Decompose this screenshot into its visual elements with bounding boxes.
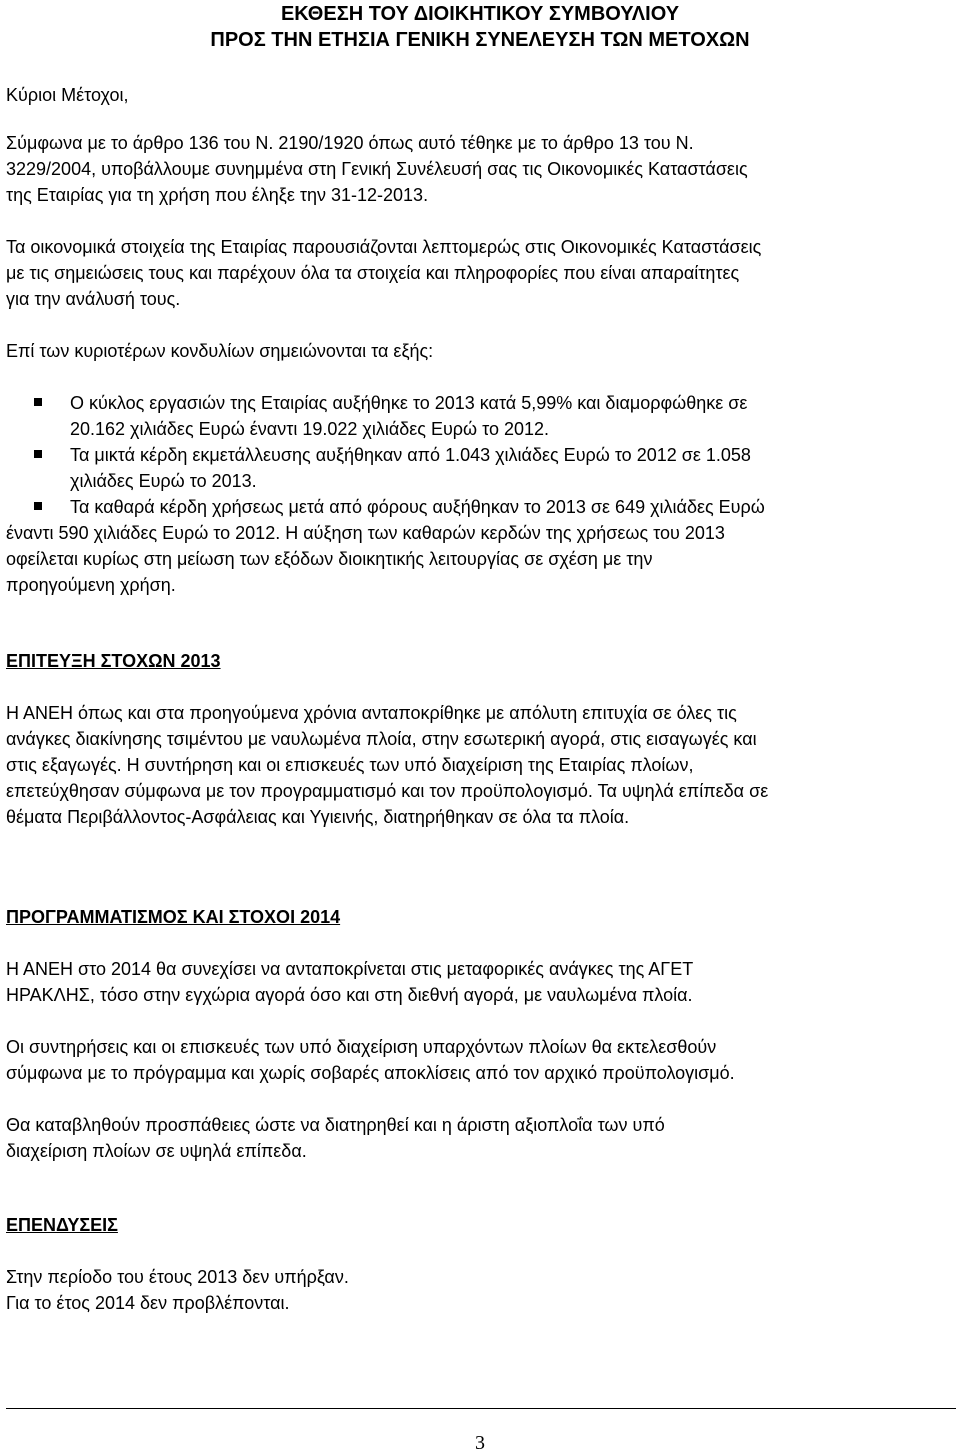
text-line: με τις σημειώσεις τους και παρέχουν όλα τα στοιχεία και πληροφορίες που είναι απαραίτητες <box>6 263 740 283</box>
section-heading-plan: ΠΡΟΓΡΑΜΜΑΤΙΣΜΟΣ ΚΑΙ ΣΤΟΧΟΙ 2014 <box>6 907 341 927</box>
text-line: Τα οικονομικά στοιχεία της Εταιρίας παρουσιάζονται λεπτομερώς στις Οικονομικές Καταστάσεις <box>6 237 762 257</box>
bullet-line: χιλιάδες Ευρώ το 2013. <box>70 471 257 491</box>
section-heading-investments: ΕΠΕΝΔΥΣΕΙΣ <box>6 1215 118 1235</box>
text-line: Θα καταβληθούν προσπάθειες ώστε να διατηρηθεί και η άριστη αξιοπλοΐα των υπό <box>6 1115 665 1135</box>
bullet-square-icon <box>34 502 42 510</box>
text-line: Σύμφωνα με το άρθρο 136 του Ν. 2190/1920 όπως αυτό τέθηκε με το άρθρο 13 του Ν. <box>6 133 694 153</box>
page-number: 3 <box>475 1432 485 1454</box>
investments-line-1: Στην περίοδο του έτους 2013 δεν υπήρξαν. <box>6 1267 349 1287</box>
salutation: Κύριοι Μέτοχοι, <box>6 85 129 105</box>
bullet-line: Ο κύκλος εργασιών της Εταιρίας αυξήθηκε το 2013 κατά 5,99% και διαμορφώθηκε σε <box>70 393 748 413</box>
text-line: Οι συντηρήσεις και οι επισκευές των υπό διαχείριση υπαρχόντων πλοίων θα εκτελεσθούν <box>6 1037 717 1057</box>
text-line: προηγούμενη χρήση. <box>6 575 176 595</box>
text-line: θέματα Περιβάλλοντος-Ασφάλειας και Υγιεινής, διατηρήθηκαν σε όλα τα πλοία. <box>6 807 630 827</box>
text-line: Η ΑΝΕΗ όπως και στα προηγούμενα χρόνια ανταποκρίθηκε με απόλυτη επιτυχία σε όλες τις <box>6 703 737 723</box>
text-line: σύμφωνα με το πρόγραμμα και χωρίς σοβαρές αποκλίσεις από τον αρχικό προϋπολογισμό. <box>6 1063 735 1083</box>
text-line: της Εταιρίας για τη χρήση που έληξε την 31-12-2013. <box>6 185 429 205</box>
intro-paragraph-3: Επί των κυριοτέρων κονδυλίων σημειώνονται τα εξής: <box>6 341 434 361</box>
text-line: ΗΡΑΚΛΗΣ, τόσο στην εγχώρια αγορά όσο και στη διεθνή αγορά, με ναυλωμένα πλοία. <box>6 985 693 1005</box>
bullet-line: Τα μικτά κέρδη εκμετάλλευσης αυξήθηκαν από 1.043 χιλιάδες Ευρώ το 2012 σε 1.058 <box>70 445 751 465</box>
text-line: ανάγκες διακίνησης τσιμέντου με ναυλωμένα πλοία, στην εσωτερική αγορά, στις εισαγωγές και <box>6 729 757 749</box>
text-line: 3229/2004, υποβάλλουμε συνημμένα στη Γενική Συνέλευσή σας τις Οικονομικές Καταστάσεις <box>6 159 748 179</box>
bullet-square-icon <box>34 398 42 406</box>
bullet-line: 20.162 χιλιάδες Ευρώ έναντι 19.022 χιλιάδες Ευρώ το 2012. <box>70 419 549 439</box>
text-line: για την ανάλυσή τους. <box>6 289 181 309</box>
report-title-line-1: ΕΚΘΕΣΗ ΤΟΥ ΔΙΟΙΚΗΤΙΚΟΥ ΣΥΜΒΟΥΛΙΟΥ <box>280 3 680 25</box>
text-line: οφείλεται κυρίως στη μείωση των εξόδων διοικητικής λειτουργίας σε σχέση με την <box>6 549 653 569</box>
text-line: επετεύχθησαν σύμφωνα με τον προγραμματισμό και τον προϋπολογισμό. Τα υψηλά επίπεδα σε <box>6 781 769 801</box>
investments-line-2: Για το έτος 2014 δεν προβλέπονται. <box>6 1293 290 1313</box>
text-line: διαχείριση πλοίων σε υψηλά επίπεδα. <box>6 1141 307 1161</box>
text-line: Η ΑΝΕΗ στο 2014 θα συνεχίσει να ανταποκρίνεται στις μεταφορικές ανάγκες της ΑΓΕΤ <box>6 959 694 979</box>
footer-divider <box>6 1408 956 1409</box>
text-line: έναντι 590 χιλιάδες Ευρώ το 2012. Η αύξηση των καθαρών κερδών της χρήσεως του 2013 <box>6 523 725 543</box>
bullet-line: Τα καθαρά κέρδη χρήσεως μετά από φόρους αυξήθηκαν το 2013 σε 649 χιλιάδες Ευρώ <box>70 497 765 517</box>
text-line: στις εξαγωγές. Η συντήρηση και οι επισκευές των υπό διαχείριση της Εταιρίας πλοίων, <box>6 755 694 775</box>
bullet-square-icon <box>34 450 42 458</box>
section-heading-goals: ΕΠΙΤΕΥΞΗ ΣΤΟΧΩΝ 2013 <box>6 651 221 671</box>
report-title-line-2: ΠΡΟΣ ΤΗΝ ΕΤΗΣΙΑ ΓΕΝΙΚΗ ΣΥΝΕΛΕΥΣΗ ΤΩΝ ΜΕΤΟΧΩΝ <box>210 29 750 51</box>
